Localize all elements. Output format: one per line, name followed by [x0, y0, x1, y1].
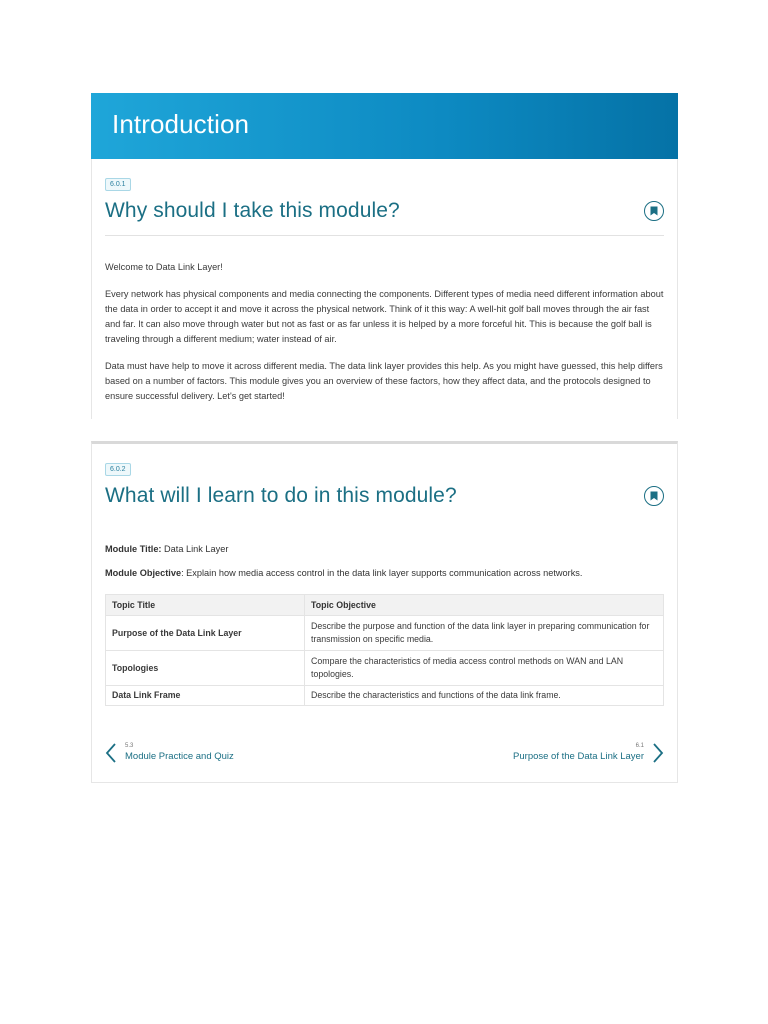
bookmark-button[interactable]	[644, 201, 664, 221]
topic-objective-cell: Describe the purpose and function of the data link layer in preparing communication for transmission on specific media.	[305, 616, 664, 651]
bookmark-button[interactable]	[644, 486, 664, 506]
column-header-topic-objective: Topic Objective	[305, 595, 664, 616]
topic-title-cell: Topologies	[106, 651, 305, 686]
module-objective-line	[105, 568, 664, 578]
next-topic-link[interactable]	[513, 742, 664, 763]
intro-paragraph-1: Every network has physical components and media connecting the components. Different types of media need different information about the data in order to accept it and move it across the physical network. Think of it this way: A well-hit golf ball moves through the air fast and far. It can also move through water but not as fast or as far unless it is helped by a more forceful hit. This is because the golf ball is traveling through a different medium; water instead of air.	[105, 289, 664, 344]
bookmark-icon	[650, 491, 658, 501]
section-why-take-module	[91, 159, 678, 419]
next-topic-number: 6.1	[635, 743, 644, 749]
section-heading: What will I learn to do in this module?	[105, 484, 457, 507]
intro-paragraph-2: Data must have help to move it across different media. The data link layer provides this help. As you might have guessed, this help differs based on a number of factors. This module gives you an overview of these factors, how they affect data, and the protocols designed to ensure successful delivery. Let's get started!	[105, 361, 663, 401]
topic-title-cell: Purpose of the Data Link Layer	[106, 616, 305, 651]
section-number-badge: 6.0.2	[105, 463, 131, 476]
table-row	[106, 616, 664, 651]
content-page	[91, 93, 678, 783]
table-row	[106, 651, 664, 686]
intro-banner	[91, 93, 678, 159]
next-topic-text	[513, 742, 644, 763]
section-heading-row	[105, 484, 664, 520]
table-header-row	[106, 595, 664, 616]
next-topic-label[interactable]: Purpose of the Data Link Layer	[513, 751, 644, 762]
welcome-text: Welcome to Data Link Layer!	[105, 262, 223, 272]
banner-title: Introduction	[112, 108, 250, 139]
previous-topic-number: 5.3	[125, 743, 134, 749]
previous-topic-text	[125, 742, 234, 763]
topic-objective-cell: Compare the characteristics of media access control methods on WAN and LAN topologies.	[305, 651, 664, 686]
bookmark-icon	[650, 206, 658, 216]
chevron-left-icon	[105, 743, 117, 763]
module-title-label: Module Title:	[105, 544, 162, 554]
topics-table	[105, 594, 664, 706]
section-heading-row	[105, 199, 664, 236]
module-objective-value: : Explain how media access control in the data link layer supports communication across networks.	[181, 568, 583, 578]
section-number-badge: 6.0.1	[105, 178, 131, 191]
module-objective-label: Module Objective	[105, 568, 182, 578]
previous-topic-link[interactable]	[105, 742, 234, 763]
module-title-value: Data Link Layer	[161, 544, 229, 554]
column-header-topic-title: Topic Title	[106, 595, 305, 616]
module-title-line	[105, 544, 664, 554]
topic-objective-cell: Describe the characteristics and functions of the data link frame.	[305, 686, 664, 706]
section-heading: Why should I take this module?	[105, 199, 400, 222]
table-row	[106, 686, 664, 706]
topic-title-cell: Data Link Frame	[106, 686, 305, 706]
chevron-right-icon	[652, 743, 664, 763]
previous-topic-label[interactable]: Module Practice and Quiz	[125, 751, 234, 762]
module-navigation	[105, 742, 664, 772]
section-what-will-i-learn	[91, 441, 678, 783]
